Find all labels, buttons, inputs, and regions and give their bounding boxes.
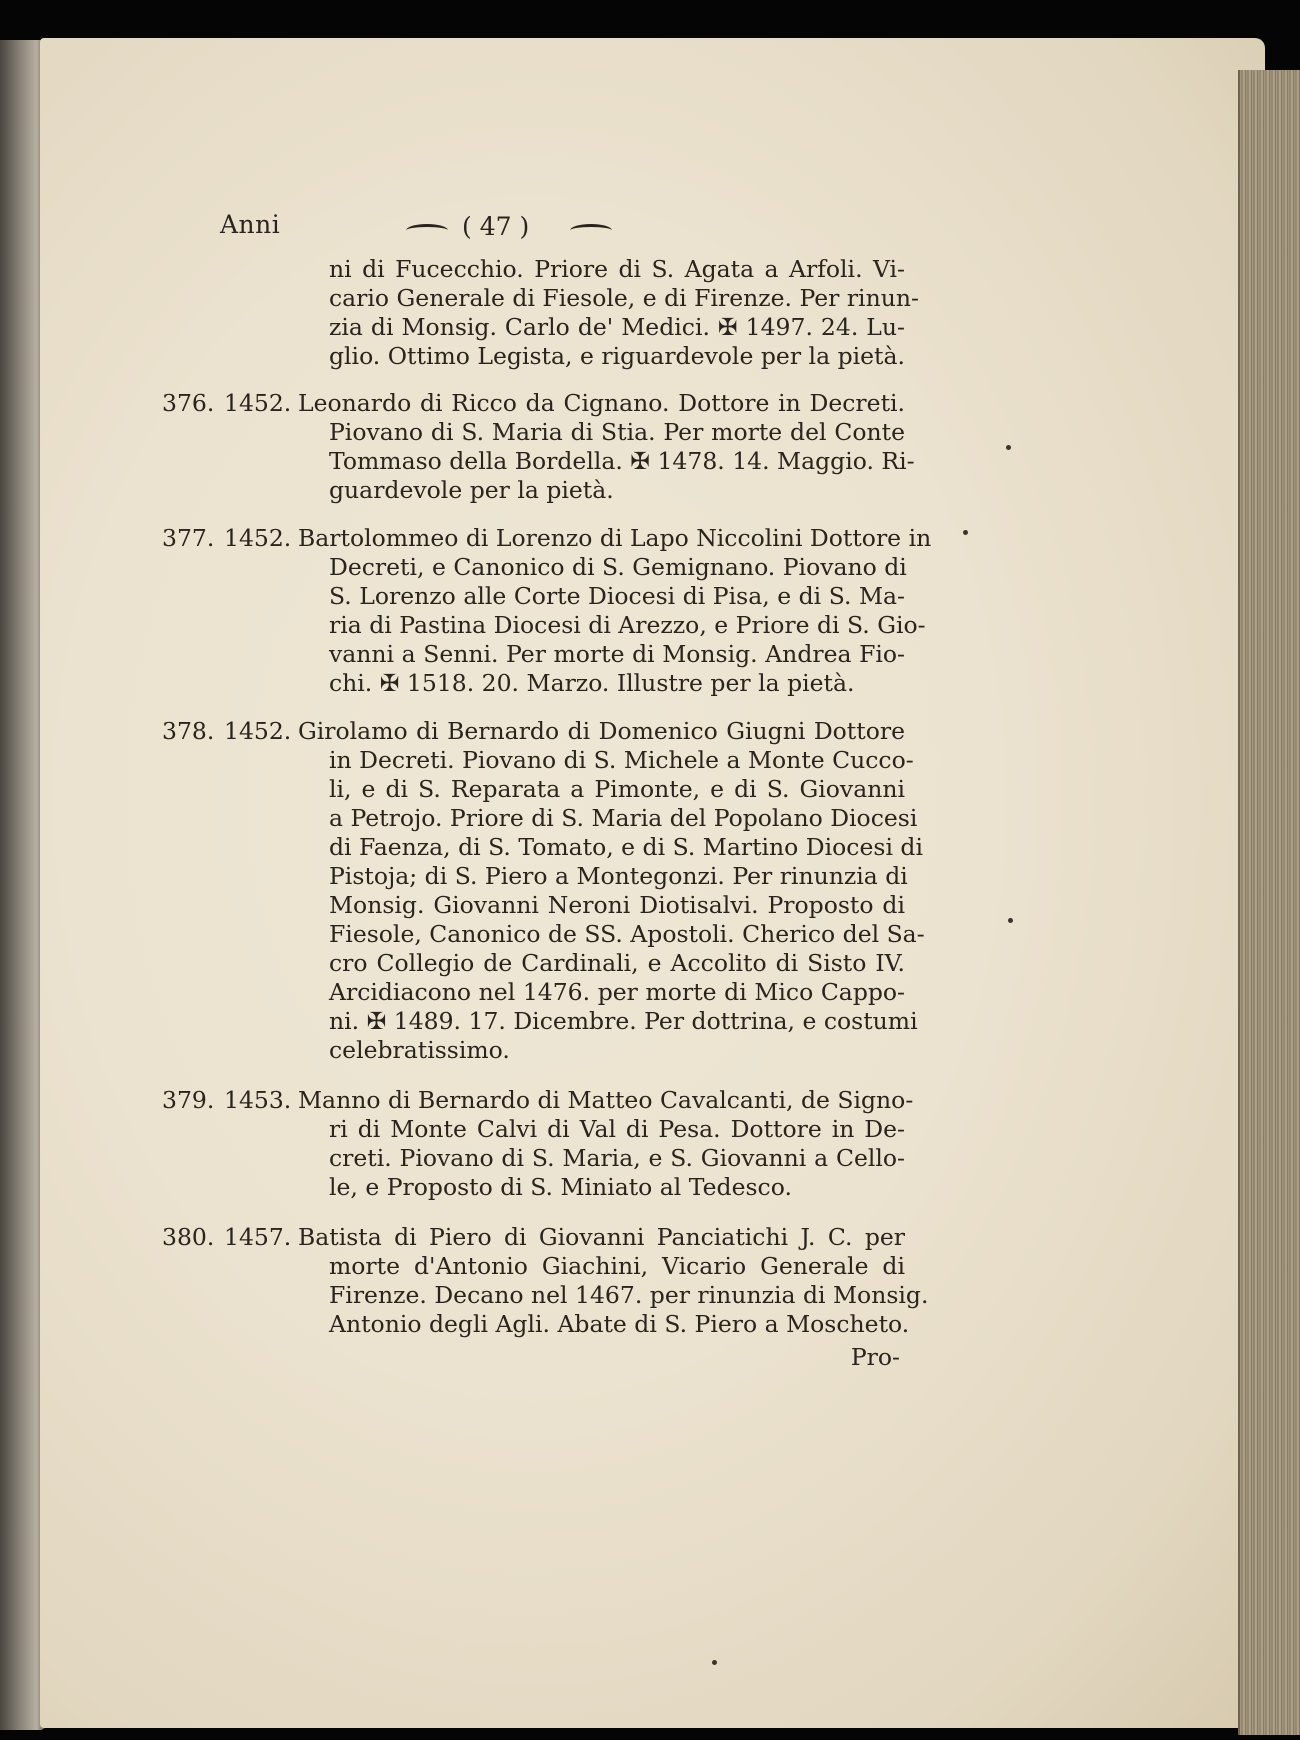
entry-line: Batista di Piero di Giovanni Panciatichi J. C. per: [298, 1223, 905, 1251]
entry-line: guardevole per la pietà.: [329, 476, 614, 504]
entry-line: le, e Proposto di S. Miniato al Tedesco.: [329, 1173, 792, 1201]
entry-line: Tommaso della Bordella. ✠ 1478. 14. Maggio. Ri-: [329, 447, 915, 475]
ornament-right-icon: [570, 224, 612, 237]
continuation-line: cario Generale di Fiesole, e di Firenze. Per rinun-: [329, 284, 919, 312]
continuation-line: glio. Ottimo Legista, e riguardevole per la pietà.: [329, 342, 905, 370]
entry-line: li, e di S. Reparata a Pimonte, e di S. Giovanni: [329, 775, 905, 803]
entry-line: Arcidiacono nel 1476. per morte di Mico Cappo-: [329, 978, 905, 1006]
entry-line: di Faenza, di S. Tomato, e di S. Martino Diocesi di: [329, 833, 923, 861]
entry-line: ria di Pastina Diocesi di Arezzo, e Priore di S. Gio-: [329, 611, 926, 639]
entry-line: a Petrojo. Priore di S. Maria del Popolano Diocesi: [329, 804, 918, 832]
entry-line: S. Lorenzo alle Corte Diocesi di Pisa, e di S. Ma-: [329, 582, 905, 610]
entry-number: 376.: [162, 389, 215, 417]
entry-line: Manno di Bernardo di Matteo Cavalcanti, de Signo-: [298, 1086, 914, 1114]
paper-speck: [1006, 445, 1011, 450]
entry-number: 379.: [162, 1086, 215, 1114]
entry-line: ni. ✠ 1489. 17. Dicembre. Per dottrina, e costumi: [329, 1007, 918, 1035]
entry-line: Monsig. Giovanni Neroni Diotisalvi. Proposto di: [329, 891, 905, 919]
entry-line: cro Collegio de Cardinali, e Accolito di Sisto IV.: [329, 949, 905, 977]
entry-year: 1452.: [224, 717, 292, 745]
entry-year: 1457.: [224, 1223, 292, 1251]
entry-line: ri di Monte Calvi di Val di Pesa. Dottore in De-: [329, 1115, 905, 1143]
running-head-label: Anni: [220, 210, 281, 239]
entry-year: 1452.: [224, 524, 292, 552]
continuation-line: ni di Fucecchio. Priore di S. Agata a Arfoli. Vi-: [329, 255, 905, 283]
entry-number: 380.: [162, 1223, 215, 1251]
paper-speck: [712, 1660, 717, 1665]
entry-year: 1452.: [224, 389, 292, 417]
entry-line: Decreti, e Canonico di S. Gemignano. Piovano di: [329, 553, 907, 581]
paper-speck: [1008, 918, 1013, 923]
entry-number: 378.: [162, 717, 215, 745]
entry-line: Leonardo di Ricco da Cignano. Dottore in Decreti.: [298, 389, 905, 417]
ornament-left-icon: [406, 224, 448, 237]
entry-line: Fiesole, Canonico de SS. Apostoli. Cherico del Sa-: [329, 920, 925, 948]
entry-line: Girolamo di Bernardo di Domenico Giugni Dottore: [298, 717, 905, 745]
entry-line: Bartolommeo di Lorenzo di Lapo Niccolini Dottore in: [298, 524, 932, 552]
entry-line: vanni a Senni. Per morte di Monsig. Andrea Fio-: [329, 640, 905, 668]
entry-line: Pistoja; di S. Piero a Montegonzi. Per rinunzia di: [329, 862, 908, 890]
entry-line: celebratissimo.: [329, 1036, 510, 1064]
continuation-line: zia di Monsig. Carlo de' Medici. ✠ 1497. 24. Lu-: [329, 313, 905, 341]
entry-line: chi. ✠ 1518. 20. Marzo. Illustre per la pietà.: [329, 669, 855, 697]
entry-line: in Decreti. Piovano di S. Michele a Monte Cucco-: [329, 746, 914, 774]
entry-line: Firenze. Decano nel 1467. per rinunzia di Monsig.: [329, 1281, 929, 1309]
entry-year: 1453.: [224, 1086, 292, 1114]
entry-line: creti. Piovano di S. Maria, e S. Giovanni a Cello-: [329, 1144, 905, 1172]
entry-line: Antonio degli Agli. Abate di S. Piero a Moscheto.: [329, 1310, 910, 1338]
entry-line: Piovano di S. Maria di Stia. Per morte del Conte: [329, 418, 905, 446]
catchword: Pro-: [850, 1343, 900, 1371]
entry-line: morte d'Antonio Giachini, Vicario Generale di: [329, 1252, 905, 1280]
paper-speck: [963, 530, 968, 535]
page-number: ( 47 ): [462, 212, 530, 241]
entry-number: 377.: [162, 524, 215, 552]
